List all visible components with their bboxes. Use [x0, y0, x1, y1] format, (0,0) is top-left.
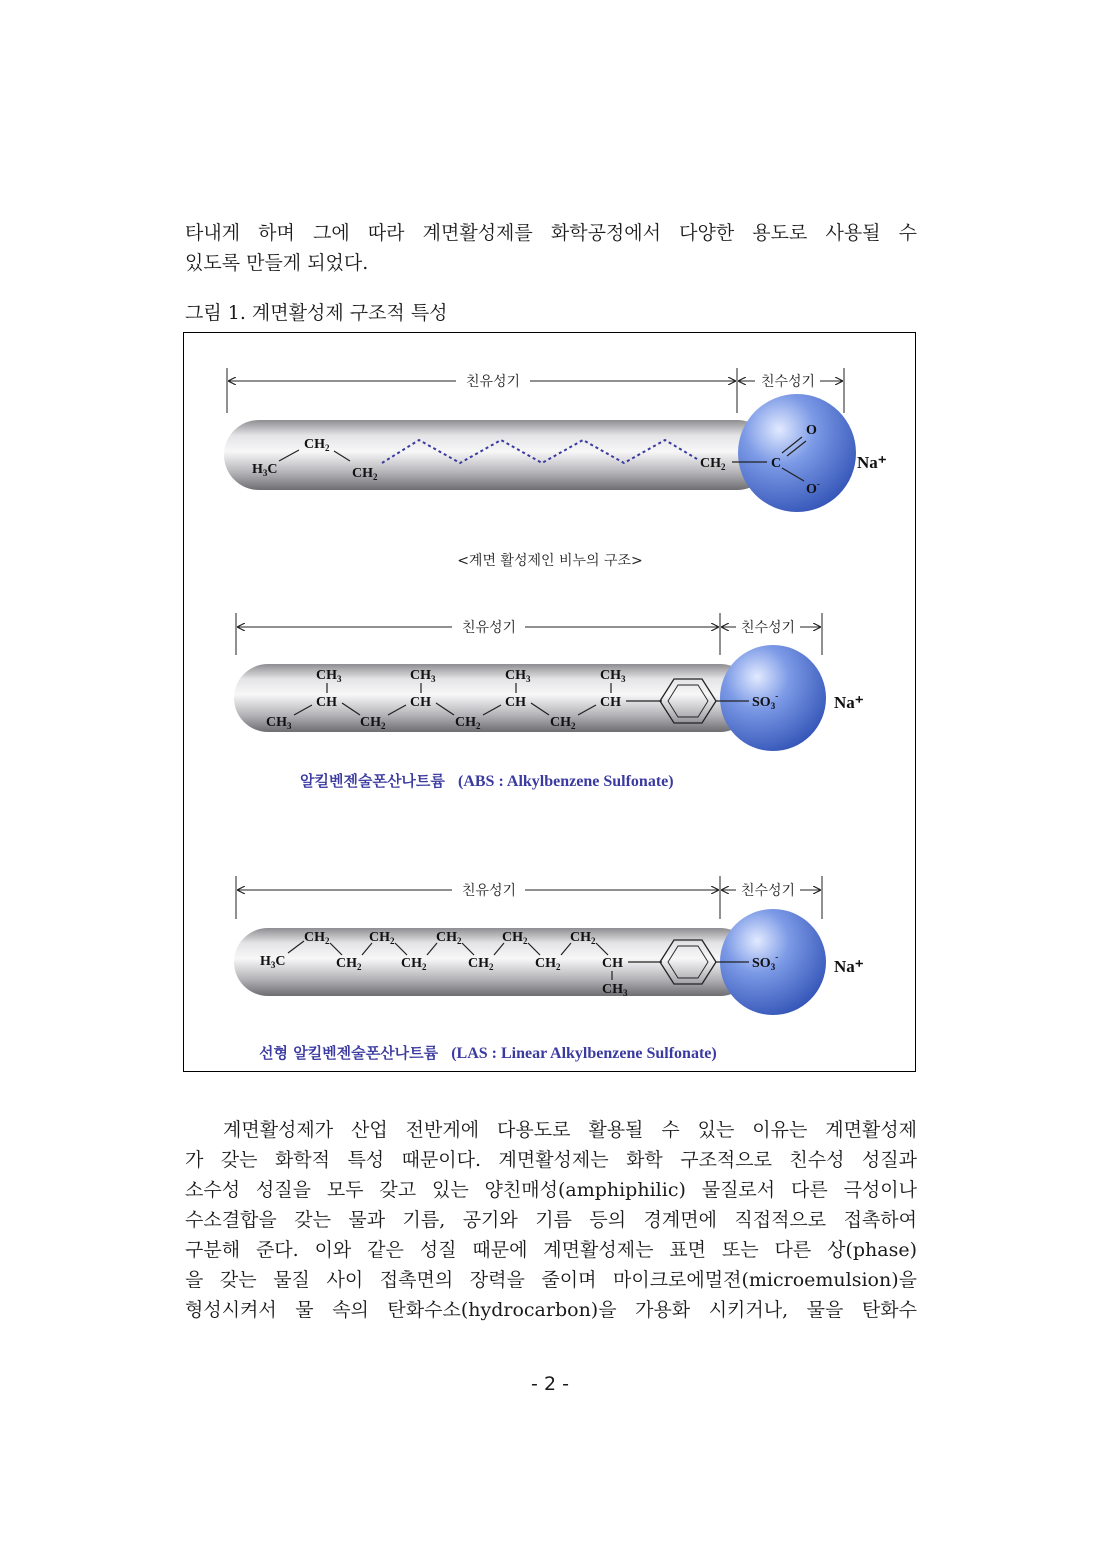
soap-diagram — [224, 368, 887, 569]
svg-text:SO3-: $SO_3^-$ — [752, 691, 779, 711]
svg-text:CH2: $CH_2$ — [360, 715, 386, 731]
svg-text:CH2: $CH_2$ — [304, 930, 330, 946]
svg-text:SO3-: $SO_3^-$ — [752, 952, 779, 972]
svg-text:CH2: $CH_2$ — [468, 956, 494, 972]
las-caption — [259, 1043, 717, 1062]
page-number: - 2 - — [531, 1373, 569, 1395]
svg-text:CH: CH — [316, 695, 337, 710]
body-line-5: 구분해 준다. 이와 같은 성질 때문에 계면활성제는 표면 또는 다른 상(phase) — [185, 1239, 917, 1261]
body-line-4: 수소결합을 갖는 물과 기름, 공기와 기름 등의 경계면에 직접적으로 접촉하여 — [185, 1209, 917, 1231]
svg-text:CH: CH — [602, 956, 623, 971]
figure-caption: 그림 1. 계면활성제 구조적 특성 — [185, 302, 448, 324]
abs-caption — [300, 771, 674, 790]
body-line-7: 형성시켜서 물 속의 탄화수소(hydrocarbon)을 가용화 시키거나, 물을 탄화수 — [185, 1299, 917, 1321]
body-line-6: 을 갖는 물질 사이 접촉면의 장력을 줄이며 마이크로에멀젼(microemulsion)을 — [185, 1269, 917, 1291]
soap-sodium-ion: Na⁺ — [857, 453, 887, 472]
svg-text:CH2: $CH_2$ — [436, 930, 462, 946]
abs-hydrophilic-head — [720, 645, 826, 751]
svg-text:CH3: $CH_3$ — [266, 715, 292, 731]
abs-sodium-ion: Na⁺ — [834, 693, 864, 712]
svg-text:O-: O- — [806, 479, 820, 497]
svg-text:CH2: $CH_2$ — [352, 466, 378, 482]
svg-text:CH2: $CH_2$ — [700, 456, 726, 472]
soap-lipophilic-label: 친유성기 — [465, 374, 521, 390]
las-hydrophilic-label: 친수성기 — [740, 883, 796, 899]
soap-caption: <계면 활성제인 비누의 구조> — [457, 553, 643, 569]
svg-text:CH3: $CH_3$ — [602, 982, 628, 998]
svg-text:CH2: $CH_2$ — [550, 715, 576, 731]
abs-lipophilic-label: 친유성기 — [461, 620, 517, 636]
svg-text:C: C — [771, 456, 782, 471]
las-diagram — [234, 876, 864, 1062]
svg-text:CH: CH — [600, 695, 621, 710]
svg-text:CH2: $CH_2$ — [369, 930, 395, 946]
intro-paragraph — [185, 218, 917, 278]
body-paragraph — [185, 1115, 917, 1325]
soap-hydrophilic-label: 친수성기 — [760, 374, 816, 390]
svg-text:CH: CH — [505, 695, 526, 710]
las-caption-english: (LAS : Linear Alkylbenzene Sulfonate) — [451, 1045, 717, 1062]
svg-text:CH3: $CH_3$ — [600, 668, 626, 684]
intro-line-2: 있도록 만들게 되었다. — [185, 252, 369, 274]
body-line-2: 가 갖는 화학적 특성 때문이다. 계면활성제는 화학 구조적으로 친수성 성질과 — [185, 1149, 917, 1171]
svg-text:CH2: $CH_2$ — [455, 715, 481, 731]
svg-text:CH2: $CH_2$ — [502, 930, 528, 946]
abs-hydrophobic-tail — [234, 664, 754, 732]
soap-hydrophilic-head — [738, 394, 856, 512]
body-line-3: 소수성 성질을 모두 갖고 있는 양친매성(amphiphilic) 물질로서 다른 극성이나 — [185, 1179, 917, 1201]
svg-text:CH2: $CH_2$ — [401, 956, 427, 972]
abs-caption-english: (ABS : Alkylbenzene Sulfonate) — [458, 773, 674, 790]
body-line-1: 계면활성제가 산업 전반게에 다용도로 활용될 수 있는 이유는 계면활성제 — [223, 1119, 917, 1141]
svg-text:CH3: $CH_3$ — [316, 668, 342, 684]
surfactant-structure-figure — [183, 332, 916, 1072]
svg-text:CH2: $CH_2$ — [304, 437, 330, 453]
svg-text:CH2: $CH_2$ — [336, 956, 362, 972]
svg-text:CH3: $CH_3$ — [505, 668, 531, 684]
svg-text:H3C: $H_3C$ — [260, 954, 286, 970]
svg-text:CH2: $CH_2$ — [535, 956, 561, 972]
las-sodium-ion: Na⁺ — [834, 957, 864, 976]
abs-diagram — [234, 613, 864, 790]
svg-text:CH3: $CH_3$ — [410, 668, 436, 684]
svg-text:H3C: $H_3C$ — [252, 462, 278, 478]
intro-line-1: 타내게 하며 그에 따라 계면활성제를 화학공정에서 다양한 용도로 사용될 수 — [185, 222, 917, 244]
svg-text:O: O — [806, 423, 817, 438]
abs-caption-korean: 알킬벤젠술폰산나트륨 — [300, 772, 445, 790]
svg-text:CH: CH — [410, 695, 431, 710]
las-caption-korean: 선형 알킬벤젠술폰산나트륨 — [259, 1044, 439, 1062]
abs-hydrophilic-label: 친수성기 — [740, 620, 796, 636]
svg-text:CH2: $CH_2$ — [570, 930, 596, 946]
las-lipophilic-label: 친유성기 — [461, 883, 517, 899]
